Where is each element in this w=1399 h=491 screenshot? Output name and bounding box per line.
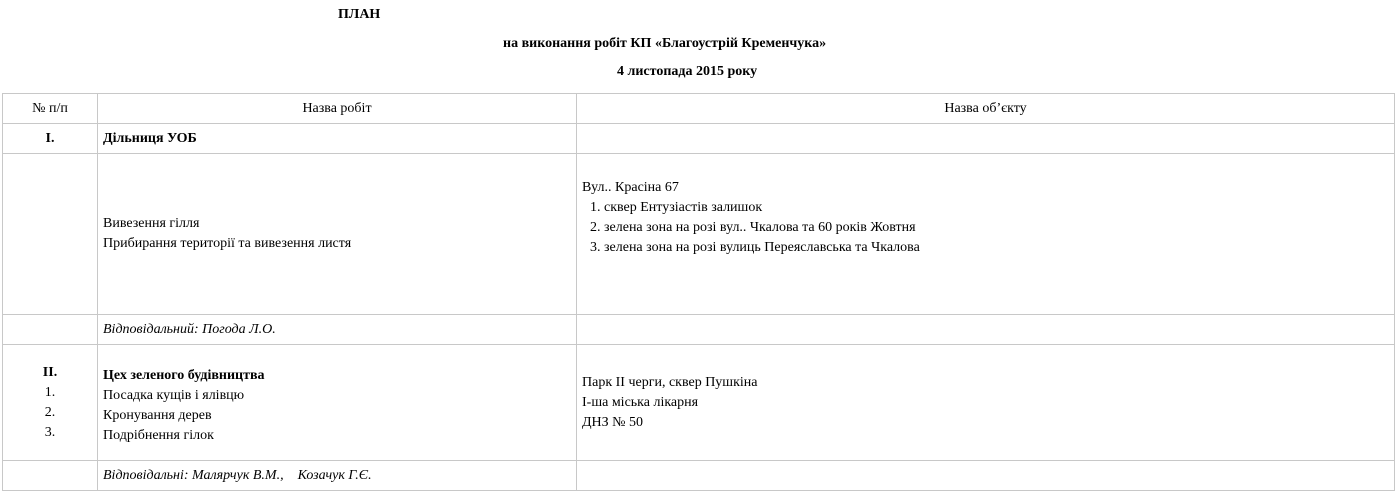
document-subtitle: на виконання робіт КП «Благоустрій Кременчука» xyxy=(503,36,827,51)
section2-num: II. xyxy=(42,364,58,380)
table-row xyxy=(3,124,1395,154)
item-num: 2. xyxy=(44,404,56,420)
section2-nums-cell xyxy=(3,345,98,461)
header-work: Назва робіт xyxy=(98,94,577,124)
header-num: № п/п xyxy=(3,94,98,124)
section1-resp-empty-cell xyxy=(577,315,1395,345)
object-item: І-ша міська лікарня xyxy=(582,394,699,410)
item-num: 1. xyxy=(44,384,56,400)
work-item: Подрібнення гілок xyxy=(103,427,214,443)
object-item: ДНЗ № 50 xyxy=(582,414,644,430)
table-row xyxy=(3,345,1395,461)
section1-body-num-cell xyxy=(3,154,98,315)
list-item: 2. зелена зона на розі вул.. Чкалова та 60 років Жовтня xyxy=(604,218,1389,238)
list-item: 1. сквер Ентузіастів залишок xyxy=(604,198,1389,218)
table-row xyxy=(3,315,1395,345)
work-plan-table xyxy=(2,93,1395,491)
work-item: Прибирання території та вивезення листя xyxy=(103,236,352,251)
table-row xyxy=(3,154,1395,315)
section2-resp-empty-cell xyxy=(577,461,1395,491)
section2-responsible-cell xyxy=(98,461,577,491)
work-item: Посадка кущів і ялівцю xyxy=(103,387,245,403)
document-title: ПЛАН xyxy=(338,7,381,22)
work-item: Кронування дерев xyxy=(103,407,212,423)
list-item: 3. зелена зона на розі вулиць Переяславська та Чкалова xyxy=(604,238,1389,258)
object-list xyxy=(582,198,1389,258)
table-row xyxy=(3,461,1395,491)
section2-objects-cell xyxy=(577,345,1395,461)
section1-objects-cell xyxy=(577,154,1395,315)
header-object: Назва об’єкту xyxy=(577,94,1395,124)
section2-name: Цех зеленого будівництва xyxy=(103,367,265,383)
object-title: Вул.. Красіна 67 xyxy=(582,180,679,195)
work-item: Вивезення гілля xyxy=(103,216,200,231)
section2-responsible: Відповідальні: Малярчук В.М., xyxy=(103,467,284,483)
section1-empty-cell xyxy=(577,124,1395,154)
section1-name: Дільниця УОБ xyxy=(98,124,577,154)
section2-responsible-extra: Козачук Г.Є. xyxy=(297,467,372,483)
item-num: 3. xyxy=(44,424,56,440)
section2-resp-num-cell xyxy=(3,461,98,491)
table-header-row xyxy=(3,94,1395,124)
object-item: Парк II черги, сквер Пушкіна xyxy=(582,374,758,390)
section1-works-cell xyxy=(98,154,577,315)
section1-responsible: Відповідальний: Погода Л.О. xyxy=(98,315,577,345)
section1-resp-num-cell xyxy=(3,315,98,345)
section2-works-cell xyxy=(98,345,577,461)
document-date: 4 листопада 2015 року xyxy=(617,64,758,79)
section1-num: I. xyxy=(3,124,98,154)
